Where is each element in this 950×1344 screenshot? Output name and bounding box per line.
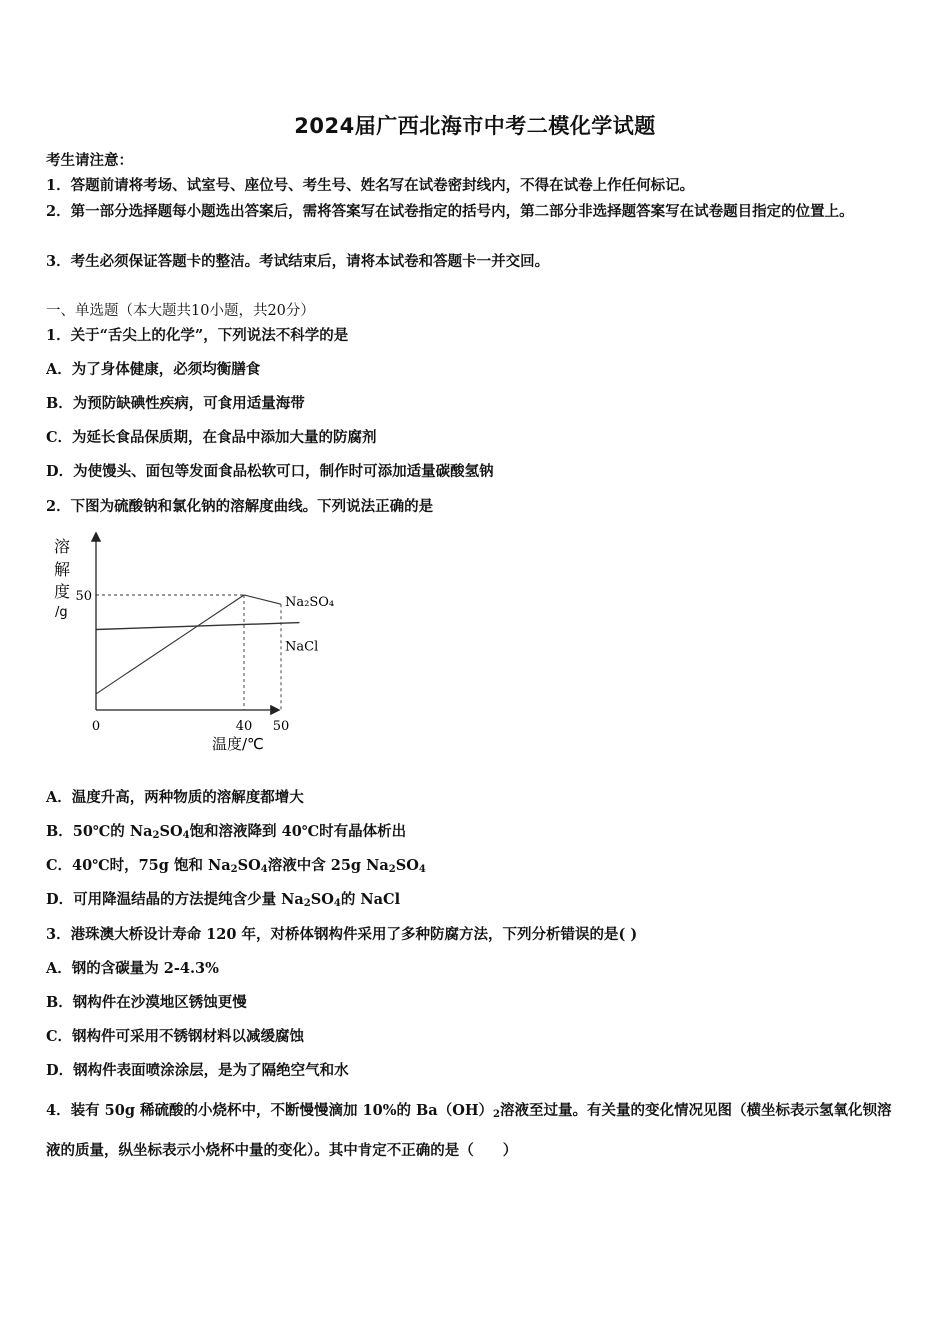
- q3-stem: 3．港珠澳大桥设计寿命 120 年，对桥体钢构件采用了多种防腐方法，下列分析错误的是( ): [46, 926, 638, 943]
- q1-option-a: A．为了身体健康，必须均衡膳食: [46, 361, 261, 378]
- x-tick-0: 0: [91, 719, 101, 734]
- y-label-char-3: 度: [54, 582, 71, 601]
- x-tick-40: 40: [235, 719, 253, 734]
- q3-option-d: D．钢构件表面喷涂涂层，是为了隔绝空气和水: [46, 1062, 349, 1079]
- q1-option-d: D．为使馒头、面包等发面食品松软可口，制作时可添加适量碳酸氢钠: [46, 463, 494, 480]
- notice-item-2: 2．第一部分选择题每小题选出答案后，需将答案写在试卷指定的括号内，第二部分非选择题答案写在试卷题目指定的位置上。: [46, 203, 854, 220]
- notice-item-3: 3．考生必须保证答题卡的整洁。考试结束后，请将本试卷和答题卡一并交回。: [46, 253, 550, 270]
- q3-option-c: C．钢构件可采用不锈钢材料以减缓腐蚀: [46, 1028, 305, 1045]
- x-tick-50: 50: [272, 719, 290, 734]
- x-axis-label: 温度/℃: [212, 735, 264, 753]
- q1-option-c: C．为延长食品保质期，在食品中添加大量的防腐剂: [46, 429, 377, 446]
- q2-stem: 2．下图为硫酸钠和氯化钠的溶解度曲线。下列说法正确的是: [46, 498, 434, 515]
- y-label-char-2: 解: [54, 560, 71, 579]
- q2-option-c: C．40℃时，75g 饱和 $Na_2SO_4$溶液中含 25g $Na_2SO_4$: [46, 857, 426, 875]
- section-heading: 一、单选题（本大题共10小题，共20分）: [46, 303, 315, 319]
- q2-option-a: A．温度升高，两种物质的溶解度都增大: [46, 789, 304, 806]
- q1-option-b: B．为预防缺碘性疾病，可食用适量海带: [46, 395, 305, 412]
- series-label-nacl: NaCl: [285, 639, 319, 655]
- q1-stem: 1．关于“舌尖上的化学”，下列说法不科学的是: [46, 327, 349, 344]
- y-tick-50: 50: [75, 589, 92, 604]
- y-label-char-1: 溶: [54, 537, 71, 556]
- q3-option-a: A．钢的含碳量为 2-4.3%: [46, 960, 219, 977]
- notice-heading: 考生请注意：: [46, 152, 133, 169]
- solubility-chart: [46, 526, 336, 756]
- q4-stem: 4．装有 50g 稀硫酸的小烧杯中，不断慢慢滴加 10%的 $Ba(OH)_2$溶液至过量。有关量的变化情况见图（横坐标表示氢氧化钡溶液的质量，纵坐标表示小烧杯中量的变化）。其中肯定不正确的是（ ）: [46, 1102, 892, 1159]
- series-label-na2so4: Na₂SO₄: [285, 595, 335, 611]
- q2-option-d: D．可用降温结晶的方法提纯含少量 $Na_2SO_4$的 NaCl: [46, 891, 401, 909]
- page-title: 2024届广西北海市中考二模化学试题: [294, 114, 656, 138]
- series-nacl-line: [96, 623, 300, 630]
- y-label-char-4: /g: [55, 605, 68, 620]
- q2-option-b: B．50℃的 $Na_2SO_4$饱和溶液降到 40℃时有晶体析出: [46, 823, 407, 841]
- notice-item-1: 1．答题前请将考场、试室号、座位号、考生号、姓名写在试卷密封线内，不得在试卷上作任何标记。: [46, 177, 695, 194]
- series-na2so4-line: [96, 595, 281, 694]
- q3-option-b: B．钢构件在沙漠地区锈蚀更慢: [46, 994, 247, 1011]
